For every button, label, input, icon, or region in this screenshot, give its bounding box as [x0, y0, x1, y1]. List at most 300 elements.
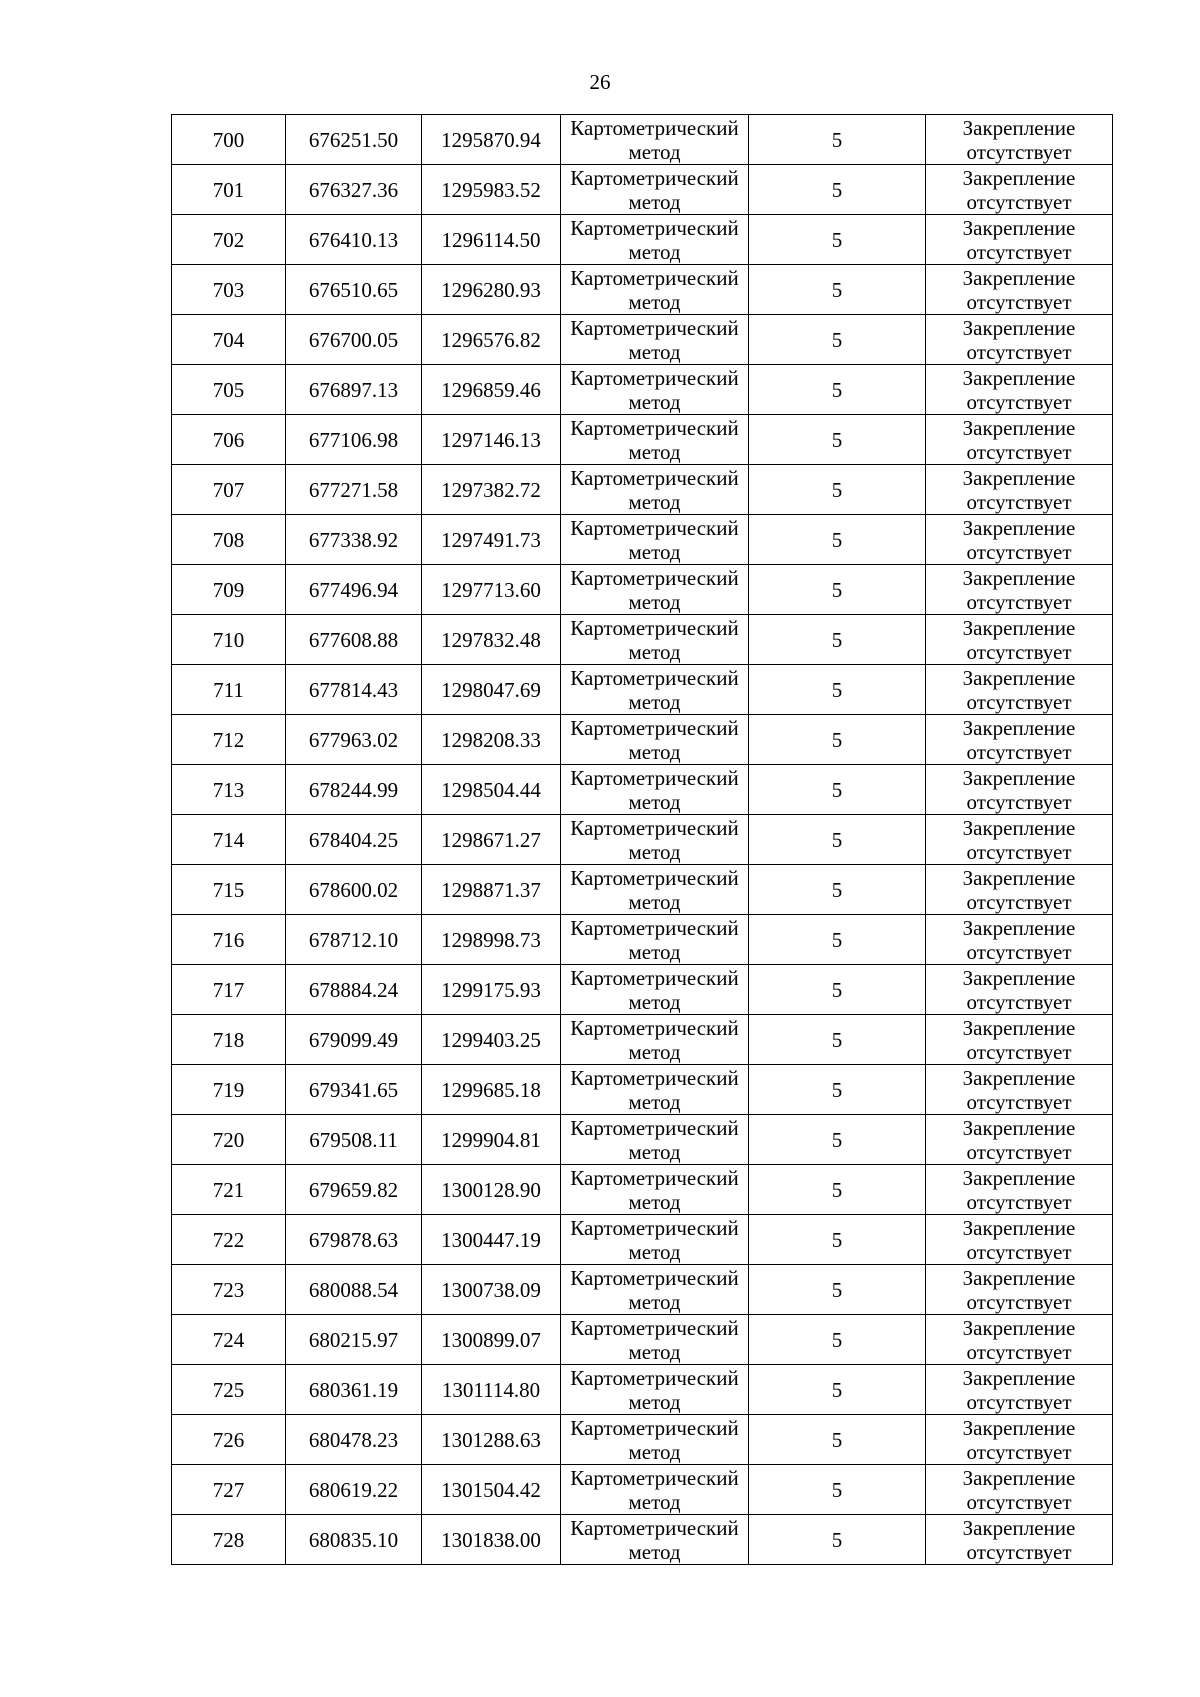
point-number-cell: 711	[172, 665, 286, 715]
table-row	[172, 265, 1113, 315]
y-coordinate-cell: 1298047.69	[422, 665, 561, 715]
fixation-text: Закрепление	[962, 165, 1076, 190]
fixation-text: Закрепление	[962, 715, 1076, 740]
x-coordinate-cell: 680088.54	[286, 1265, 422, 1315]
table-body	[172, 115, 1113, 1565]
fixation-cell	[926, 1165, 1113, 1215]
precision-cell: 5	[749, 465, 926, 515]
method-cell	[561, 1015, 749, 1065]
method-cell	[561, 1065, 749, 1115]
fixation-text: Закрепление	[962, 665, 1076, 690]
point-number-cell: 701	[172, 165, 286, 215]
x-coordinate-cell: 680478.23	[286, 1415, 422, 1465]
table-row	[172, 215, 1113, 265]
y-coordinate-cell: 1300128.90	[422, 1165, 561, 1215]
precision-cell: 5	[749, 1365, 926, 1415]
method-text: Картометрический	[570, 1115, 739, 1140]
fixation-cell	[926, 565, 1113, 615]
x-coordinate-cell: 679659.82	[286, 1165, 422, 1215]
x-coordinate-cell: 679878.63	[286, 1215, 422, 1265]
method-text: метод	[628, 739, 681, 764]
fixation-text: Закрепление	[962, 1065, 1076, 1090]
method-cell	[561, 615, 749, 665]
y-coordinate-cell: 1297382.72	[422, 465, 561, 515]
fixation-cell	[926, 715, 1113, 765]
fixation-text: Закрепление	[962, 1365, 1076, 1390]
fixation-text: Закрепление	[962, 765, 1076, 790]
precision-cell: 5	[749, 515, 926, 565]
precision-cell: 5	[749, 665, 926, 715]
y-coordinate-cell: 1298871.37	[422, 865, 561, 915]
point-number-cell: 720	[172, 1115, 286, 1165]
method-cell	[561, 865, 749, 915]
fixation-text: отсутствует	[966, 1339, 1072, 1364]
method-cell	[561, 1265, 749, 1315]
point-number-cell: 724	[172, 1315, 286, 1365]
fixation-text: Закрепление	[962, 1165, 1076, 1190]
fixation-cell	[926, 1215, 1113, 1265]
x-coordinate-cell: 676700.05	[286, 315, 422, 365]
point-number-cell: 726	[172, 1415, 286, 1465]
method-cell	[561, 1215, 749, 1265]
fixation-cell	[926, 1365, 1113, 1415]
fixation-text: отсутствует	[966, 1139, 1072, 1164]
method-cell	[561, 165, 749, 215]
method-text: Картометрический	[570, 1265, 739, 1290]
table-row	[172, 965, 1113, 1015]
x-coordinate-cell: 679341.65	[286, 1065, 422, 1115]
point-number-cell: 723	[172, 1265, 286, 1315]
fixation-cell	[926, 865, 1113, 915]
fixation-text: Закрепление	[962, 265, 1076, 290]
precision-cell: 5	[749, 115, 926, 165]
method-cell	[561, 115, 749, 165]
method-cell	[561, 315, 749, 365]
method-cell	[561, 465, 749, 515]
y-coordinate-cell: 1298504.44	[422, 765, 561, 815]
method-text: метод	[628, 1189, 681, 1214]
precision-cell: 5	[749, 815, 926, 865]
fixation-text: отсутствует	[966, 1389, 1072, 1414]
method-cell	[561, 215, 749, 265]
method-text: метод	[628, 539, 681, 564]
table-row	[172, 915, 1113, 965]
point-number-cell: 702	[172, 215, 286, 265]
fixation-text: отсутствует	[966, 839, 1072, 864]
y-coordinate-cell: 1298671.27	[422, 815, 561, 865]
point-number-cell: 707	[172, 465, 286, 515]
table-row	[172, 315, 1113, 365]
fixation-cell	[926, 315, 1113, 365]
table-row	[172, 1365, 1113, 1415]
method-cell	[561, 1465, 749, 1515]
method-text: Картометрический	[570, 715, 739, 740]
fixation-text: Закрепление	[962, 615, 1076, 640]
fixation-text: отсутствует	[966, 289, 1072, 314]
method-text: метод	[628, 189, 681, 214]
method-cell	[561, 1165, 749, 1215]
method-text: Картометрический	[570, 215, 739, 240]
precision-cell: 5	[749, 215, 926, 265]
fixation-text: отсутствует	[966, 489, 1072, 514]
y-coordinate-cell: 1297491.73	[422, 515, 561, 565]
method-cell	[561, 665, 749, 715]
method-text: Картометрический	[570, 515, 739, 540]
fixation-text: Закрепление	[962, 1115, 1076, 1140]
precision-cell: 5	[749, 315, 926, 365]
precision-cell: 5	[749, 1265, 926, 1315]
fixation-text: отсутствует	[966, 239, 1072, 264]
fixation-text: отсутствует	[966, 1439, 1072, 1464]
precision-cell: 5	[749, 765, 926, 815]
method-text: Картометрический	[570, 1165, 739, 1190]
method-cell	[561, 1115, 749, 1165]
point-number-cell: 704	[172, 315, 286, 365]
precision-cell: 5	[749, 365, 926, 415]
method-cell	[561, 1315, 749, 1365]
method-text: Картометрический	[570, 1365, 739, 1390]
fixation-text: отсутствует	[966, 1089, 1072, 1114]
method-text: Картометрический	[570, 1465, 739, 1490]
method-text: Картометрический	[570, 1415, 739, 1440]
precision-cell: 5	[749, 1465, 926, 1515]
table-row	[172, 715, 1113, 765]
fixation-text: отсутствует	[966, 539, 1072, 564]
point-number-cell: 703	[172, 265, 286, 315]
point-number-cell: 706	[172, 415, 286, 465]
fixation-cell	[926, 1315, 1113, 1365]
method-text: метод	[628, 289, 681, 314]
fixation-text: Закрепление	[962, 965, 1076, 990]
precision-cell: 5	[749, 565, 926, 615]
method-text: Картометрический	[570, 365, 739, 390]
method-text: Картометрический	[570, 915, 739, 940]
method-text: Картометрический	[570, 1065, 739, 1090]
method-text: метод	[628, 889, 681, 914]
method-text: метод	[628, 1239, 681, 1264]
y-coordinate-cell: 1299175.93	[422, 965, 561, 1015]
point-number-cell: 712	[172, 715, 286, 765]
fixation-cell	[926, 1015, 1113, 1065]
point-number-cell: 714	[172, 815, 286, 865]
table-row	[172, 1015, 1113, 1065]
fixation-text: Закрепление	[962, 115, 1076, 140]
table-row	[172, 1465, 1113, 1515]
precision-cell: 5	[749, 1215, 926, 1265]
y-coordinate-cell: 1296114.50	[422, 215, 561, 265]
fixation-text: отсутствует	[966, 689, 1072, 714]
fixation-text: отсутствует	[966, 789, 1072, 814]
y-coordinate-cell: 1301504.42	[422, 1465, 561, 1515]
fixation-cell	[926, 765, 1113, 815]
method-text: метод	[628, 589, 681, 614]
x-coordinate-cell: 677106.98	[286, 415, 422, 465]
method-text: метод	[628, 489, 681, 514]
precision-cell: 5	[749, 1015, 926, 1065]
precision-cell: 5	[749, 1515, 926, 1565]
point-number-cell: 700	[172, 115, 286, 165]
point-number-cell: 713	[172, 765, 286, 815]
x-coordinate-cell: 677814.43	[286, 665, 422, 715]
y-coordinate-cell: 1297146.13	[422, 415, 561, 465]
fixation-text: Закрепление	[962, 1415, 1076, 1440]
method-text: метод	[628, 1089, 681, 1114]
y-coordinate-cell: 1296859.46	[422, 365, 561, 415]
precision-cell: 5	[749, 265, 926, 315]
fixation-cell	[926, 1115, 1113, 1165]
method-text: метод	[628, 1539, 681, 1564]
x-coordinate-cell: 678404.25	[286, 815, 422, 865]
method-text: Картометрический	[570, 315, 739, 340]
x-coordinate-cell: 680215.97	[286, 1315, 422, 1365]
method-text: метод	[628, 939, 681, 964]
fixation-cell	[926, 815, 1113, 865]
method-text: метод	[628, 1039, 681, 1064]
method-cell	[561, 415, 749, 465]
y-coordinate-cell: 1299685.18	[422, 1065, 561, 1115]
y-coordinate-cell: 1301288.63	[422, 1415, 561, 1465]
fixation-text: отсутствует	[966, 889, 1072, 914]
method-text: Картометрический	[570, 265, 739, 290]
precision-cell: 5	[749, 915, 926, 965]
fixation-text: Закрепление	[962, 515, 1076, 540]
x-coordinate-cell: 676410.13	[286, 215, 422, 265]
precision-cell: 5	[749, 165, 926, 215]
method-text: Картометрический	[570, 465, 739, 490]
method-text: метод	[628, 1389, 681, 1414]
method-cell	[561, 965, 749, 1015]
fixation-cell	[926, 1515, 1113, 1565]
precision-cell: 5	[749, 1165, 926, 1215]
fixation-cell	[926, 1065, 1113, 1115]
table-row	[172, 665, 1113, 715]
precision-cell: 5	[749, 965, 926, 1015]
y-coordinate-cell: 1297832.48	[422, 615, 561, 665]
point-number-cell: 718	[172, 1015, 286, 1065]
table-row	[172, 1065, 1113, 1115]
fixation-cell	[926, 1265, 1113, 1315]
fixation-text: отсутствует	[966, 1239, 1072, 1264]
fixation-text: Закрепление	[962, 215, 1076, 240]
precision-cell: 5	[749, 1115, 926, 1165]
fixation-text: Закрепление	[962, 1215, 1076, 1240]
table-row	[172, 1115, 1113, 1165]
fixation-cell	[926, 115, 1113, 165]
precision-cell: 5	[749, 1065, 926, 1115]
method-text: метод	[628, 139, 681, 164]
point-number-cell: 709	[172, 565, 286, 615]
method-text: Картометрический	[570, 1515, 739, 1540]
y-coordinate-cell: 1298208.33	[422, 715, 561, 765]
point-number-cell: 722	[172, 1215, 286, 1265]
precision-cell: 5	[749, 615, 926, 665]
point-number-cell: 719	[172, 1065, 286, 1115]
fixation-text: отсутствует	[966, 589, 1072, 614]
fixation-text: отсутствует	[966, 639, 1072, 664]
point-number-cell: 721	[172, 1165, 286, 1215]
fixation-cell	[926, 165, 1113, 215]
method-cell	[561, 515, 749, 565]
precision-cell: 5	[749, 415, 926, 465]
method-cell	[561, 1365, 749, 1415]
fixation-text: отсутствует	[966, 389, 1072, 414]
method-text: Картометрический	[570, 765, 739, 790]
fixation-text: отсутствует	[966, 989, 1072, 1014]
y-coordinate-cell: 1297713.60	[422, 565, 561, 615]
x-coordinate-cell: 676510.65	[286, 265, 422, 315]
method-text: Картометрический	[570, 115, 739, 140]
method-text: Картометрический	[570, 1215, 739, 1240]
x-coordinate-cell: 680835.10	[286, 1515, 422, 1565]
method-cell	[561, 715, 749, 765]
method-text: метод	[628, 1339, 681, 1364]
fixation-text: Закрепление	[962, 365, 1076, 390]
fixation-text: отсутствует	[966, 1539, 1072, 1564]
y-coordinate-cell: 1300738.09	[422, 1265, 561, 1315]
x-coordinate-cell: 677496.94	[286, 565, 422, 615]
x-coordinate-cell: 676327.36	[286, 165, 422, 215]
precision-cell: 5	[749, 1315, 926, 1365]
method-text: Картометрический	[570, 965, 739, 990]
fixation-text: Закрепление	[962, 1515, 1076, 1540]
method-text: Картометрический	[570, 665, 739, 690]
x-coordinate-cell: 677271.58	[286, 465, 422, 515]
fixation-cell	[926, 515, 1113, 565]
table-row	[172, 565, 1113, 615]
fixation-text: Закрепление	[962, 565, 1076, 590]
table-row	[172, 415, 1113, 465]
method-cell	[561, 915, 749, 965]
method-text: метод	[628, 1289, 681, 1314]
x-coordinate-cell: 680361.19	[286, 1365, 422, 1415]
method-text: метод	[628, 789, 681, 814]
fixation-text: Закрепление	[962, 1315, 1076, 1340]
method-text: метод	[628, 839, 681, 864]
method-text: метод	[628, 439, 681, 464]
fixation-cell	[926, 1415, 1113, 1465]
y-coordinate-cell: 1296280.93	[422, 265, 561, 315]
method-text: метод	[628, 389, 681, 414]
method-cell	[561, 765, 749, 815]
fixation-text: Закрепление	[962, 865, 1076, 890]
point-number-cell: 725	[172, 1365, 286, 1415]
method-cell	[561, 565, 749, 615]
method-cell	[561, 1415, 749, 1465]
x-coordinate-cell: 680619.22	[286, 1465, 422, 1515]
table-row	[172, 365, 1113, 415]
table-row	[172, 815, 1113, 865]
y-coordinate-cell: 1298998.73	[422, 915, 561, 965]
method-text: Картометрический	[570, 1315, 739, 1340]
page-number: 26	[589, 70, 611, 94]
table-row	[172, 1265, 1113, 1315]
precision-cell: 5	[749, 1415, 926, 1465]
method-text: метод	[628, 1489, 681, 1514]
point-number-cell: 727	[172, 1465, 286, 1515]
fixation-text: отсутствует	[966, 439, 1072, 464]
fixation-text: отсутствует	[966, 1289, 1072, 1314]
table-row	[172, 1315, 1113, 1365]
fixation-cell	[926, 1465, 1113, 1515]
y-coordinate-cell: 1300447.19	[422, 1215, 561, 1265]
method-text: Картометрический	[570, 815, 739, 840]
table-row	[172, 1215, 1113, 1265]
method-text: метод	[628, 1139, 681, 1164]
table-row	[172, 515, 1113, 565]
x-coordinate-cell: 677963.02	[286, 715, 422, 765]
fixation-text: отсутствует	[966, 139, 1072, 164]
method-text: метод	[628, 339, 681, 364]
fixation-text: Закрепление	[962, 815, 1076, 840]
fixation-text: Закрепление	[962, 465, 1076, 490]
x-coordinate-cell: 677608.88	[286, 615, 422, 665]
x-coordinate-cell: 676897.13	[286, 365, 422, 415]
method-text: Картометрический	[570, 165, 739, 190]
fixation-text: отсутствует	[966, 1039, 1072, 1064]
method-text: Картометрический	[570, 1015, 739, 1040]
y-coordinate-cell: 1296576.82	[422, 315, 561, 365]
y-coordinate-cell: 1299403.25	[422, 1015, 561, 1065]
x-coordinate-cell: 678712.10	[286, 915, 422, 965]
x-coordinate-cell: 676251.50	[286, 115, 422, 165]
y-coordinate-cell: 1295983.52	[422, 165, 561, 215]
fixation-text: Закрепление	[962, 315, 1076, 340]
fixation-text: Закрепление	[962, 1015, 1076, 1040]
x-coordinate-cell: 679099.49	[286, 1015, 422, 1065]
table-row	[172, 865, 1113, 915]
fixation-text: Закрепление	[962, 1465, 1076, 1490]
method-text: метод	[628, 689, 681, 714]
fixation-text: отсутствует	[966, 939, 1072, 964]
point-number-cell: 728	[172, 1515, 286, 1565]
y-coordinate-cell: 1301838.00	[422, 1515, 561, 1565]
point-number-cell: 716	[172, 915, 286, 965]
fixation-cell	[926, 215, 1113, 265]
method-text: метод	[628, 989, 681, 1014]
point-number-cell: 715	[172, 865, 286, 915]
fixation-cell	[926, 465, 1113, 515]
point-number-cell: 717	[172, 965, 286, 1015]
point-number-cell: 705	[172, 365, 286, 415]
method-cell	[561, 265, 749, 315]
method-text: метод	[628, 239, 681, 264]
method-cell	[561, 365, 749, 415]
fixation-cell	[926, 665, 1113, 715]
fixation-cell	[926, 965, 1113, 1015]
fixation-cell	[926, 265, 1113, 315]
method-text: Картометрический	[570, 615, 739, 640]
point-number-cell: 710	[172, 615, 286, 665]
method-text: метод	[628, 639, 681, 664]
y-coordinate-cell: 1301114.80	[422, 1365, 561, 1415]
y-coordinate-cell: 1295870.94	[422, 115, 561, 165]
point-number-cell: 708	[172, 515, 286, 565]
fixation-cell	[926, 415, 1113, 465]
table-row	[172, 615, 1113, 665]
table-row	[172, 115, 1113, 165]
x-coordinate-cell: 678244.99	[286, 765, 422, 815]
fixation-text: отсутствует	[966, 739, 1072, 764]
x-coordinate-cell: 679508.11	[286, 1115, 422, 1165]
y-coordinate-cell: 1299904.81	[422, 1115, 561, 1165]
x-coordinate-cell: 678600.02	[286, 865, 422, 915]
table-row	[172, 465, 1113, 515]
fixation-text: Закрепление	[962, 915, 1076, 940]
method-text: Картометрический	[570, 565, 739, 590]
precision-cell: 5	[749, 865, 926, 915]
fixation-text: отсутствует	[966, 339, 1072, 364]
fixation-text: отсутствует	[966, 1189, 1072, 1214]
